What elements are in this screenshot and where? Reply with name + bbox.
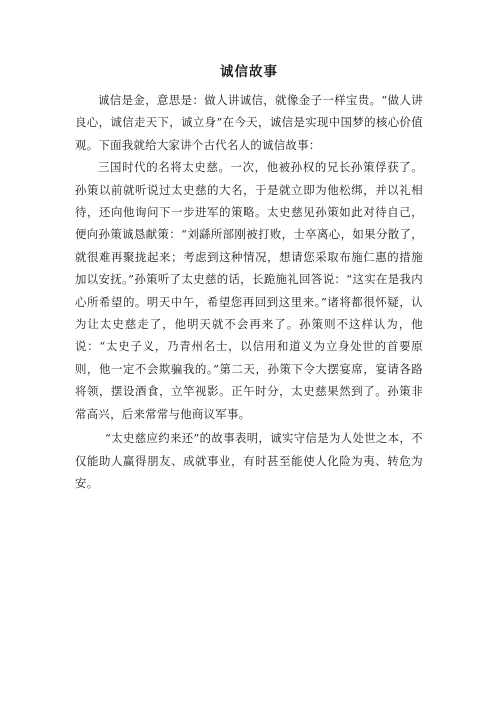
paragraph-intro: 诚信是金，意思是：做人讲诚信，就像金子一样宝贵。“做人讲良心，诚信走天下，诚立身”在今天，诚信是实现中国梦的核心价值观。下面我就给大家讲个古代名人的诚信故事： [75,93,423,152]
paragraph-story: 三国时代的名将太史慈。一次，他被孙权的兄长孙策俘获了。孙策以前就听说过太史慈的大名，于是就立即为他松绑，并以礼相待，还向他询问下一步进军的策略。太史慈见孙策如此对待自己，便向孙策诚恳献策：“刘繇所部刚被打败，士卒离心，如果分散了，就很难再聚拢起来；考虑到这种情况，想请您采取布施仁惠的措施加以安抚。”孙策听了太史慈的话，长跪施礼回答说：“这实在是我内心所希望的。明天中午，希望您再回到这里来。”诸将都很怀疑，认为让太史慈走了，他明天就不会再来了。孙策则不这样认为，他说：“太史子义，乃青州名士，以信用和道义为立身处世的首要原则，他一定不会欺骗我的。”第二天，孙策下令大摆宴席，宴请各路将领，摆设酒食，立竿视影。正午时分，太史慈果然到了。孙策非常高兴，后来常常与他商议军事。 [75,160,423,421]
document-title: 诚信故事 [220,64,278,80]
document-page [75,62,423,494]
paragraph-conclusion: “太史慈应约来还”的故事表明，诚实守信是为人处世之本，不仅能助人赢得朋友、成就事业，有时甚至能使人化险为夷、转危为安。 [75,431,423,490]
